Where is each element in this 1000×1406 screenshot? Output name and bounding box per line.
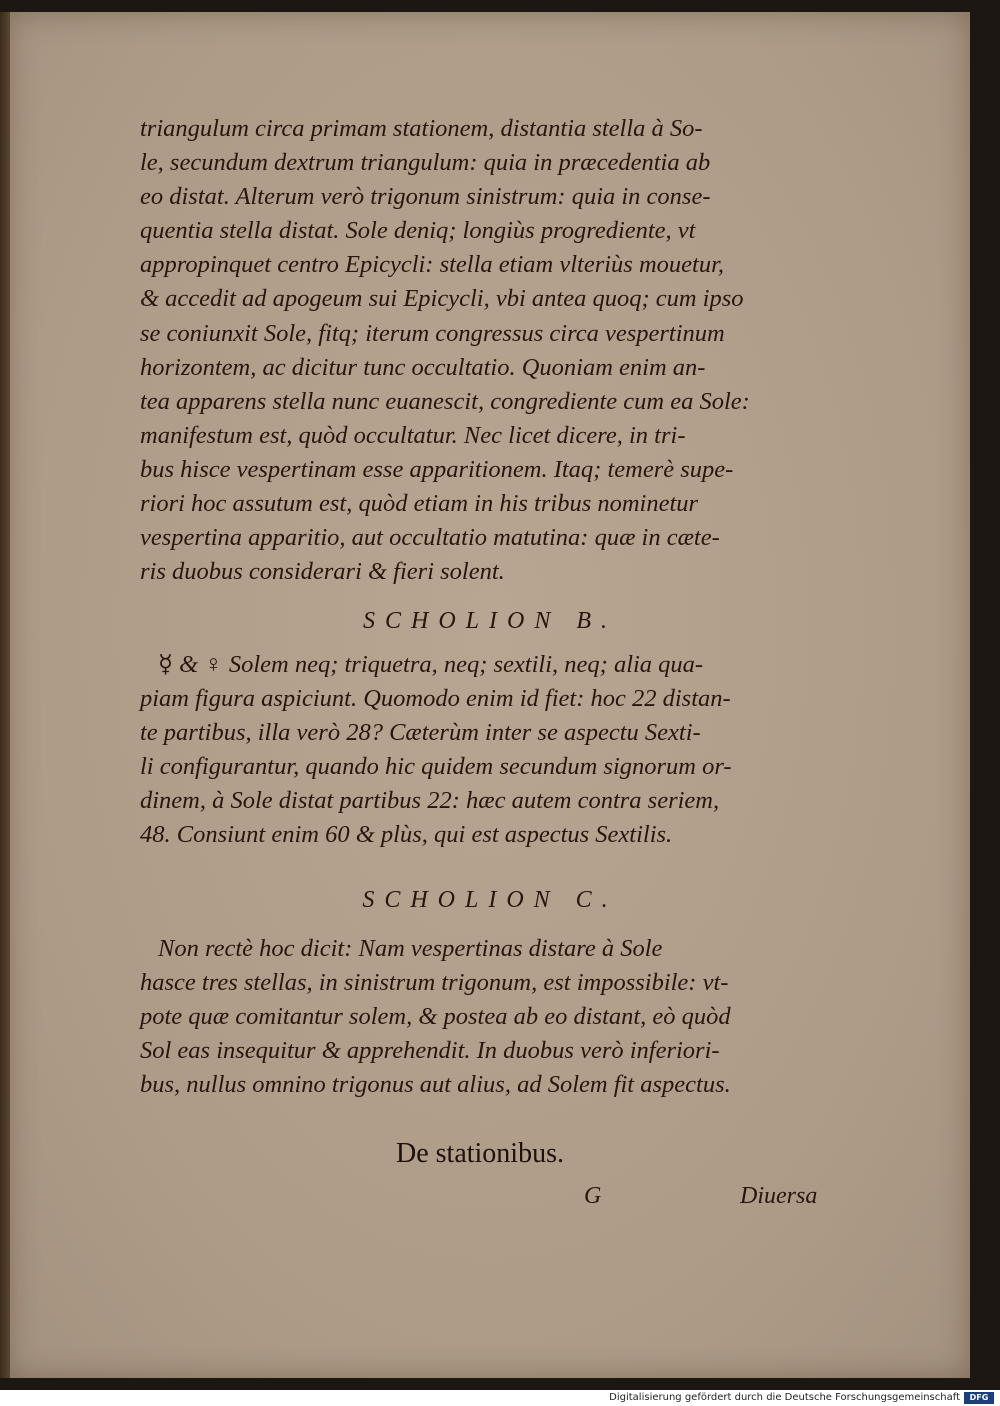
footer-credit: Digitalisierung gefördert durch die Deutsche Forschungsgemeinschaft bbox=[609, 1392, 960, 1403]
text-line: quentia stella distat. Sole deniq; longiùs progrediente, vt bbox=[140, 217, 696, 245]
text-line: appropinquet centro Epicycli: stella etiam vlteriùs mouetur, bbox=[140, 251, 725, 279]
body-text bbox=[140, 112, 840, 589]
text-line: bus hisce vespertinam esse apparitionem. Itaq; temerè supe- bbox=[140, 455, 734, 483]
text-line: Sol eas insequitur & apprehendit. In duobus verò inferiori- bbox=[140, 1037, 720, 1065]
text-line: ☿ & ♀ Solem neq; triquetra, neq; sextili, neq; alia qua- bbox=[158, 651, 704, 678]
text-line: horizontem, ac dicitur tunc occultatio. Quoniam enim an- bbox=[140, 353, 706, 381]
dfg-logo: DFG bbox=[964, 1392, 994, 1404]
text-line: ris duobus considerari & fieri solent. bbox=[140, 558, 505, 586]
text-line: hasce tres stellas, in sinistrum trigonum, est impossibile: vt- bbox=[140, 969, 729, 997]
text-line: Non rectè hoc dicit: Nam vespertinas distare à Sole bbox=[158, 935, 663, 962]
section-catchline: De stationibus. bbox=[396, 1138, 564, 1169]
catchword: Diuersa bbox=[740, 1183, 818, 1209]
text-line: bus, nullus omnino trigonus aut alius, ad Solem fit aspectus. bbox=[140, 1071, 731, 1099]
book-gutter bbox=[0, 12, 10, 1378]
text-line: se coniunxit Sole, fitq; iterum congressus circa vespertinum bbox=[140, 319, 725, 347]
text-line: triangulum circa primam stationem, distantia stella à So- bbox=[140, 115, 703, 142]
text-line: li configurantur, quando hic quidem secundum signorum or- bbox=[140, 753, 732, 781]
text-line: & accedit ad apogeum sui Epicycli, vbi antea quoq; cum ipso bbox=[140, 285, 744, 313]
scholion-b-heading: SCHOLION B. bbox=[362, 608, 617, 634]
text-line: riori hoc assutum est, quòd etiam in his tribus nominetur bbox=[140, 490, 699, 518]
text-line: tea apparens stella nunc euanescit, congrediente cum ea Sole: bbox=[140, 387, 750, 415]
text-line: le, secundum dextrum triangulum: quia in præcedentia ab bbox=[140, 149, 711, 177]
text-line: manifestum est, quòd occultatur. Nec licet dicere, in tri- bbox=[140, 421, 686, 449]
footer-bar bbox=[0, 1390, 1000, 1406]
text-line: te partibus, illa verò 28? Cæterùm inter se aspectu Sexti- bbox=[140, 719, 701, 747]
scholion-c-text bbox=[140, 932, 840, 1102]
text-line: dinem, à Sole distat partibus 22: hæc autem contra seriem, bbox=[140, 787, 720, 815]
scholion-b-text bbox=[140, 648, 840, 853]
text-line: pote quæ comitantur solem, & postea ab eo distant, eò quòd bbox=[140, 1003, 731, 1031]
text-line: eo distat. Alterum verò trigonum sinistrum: quia in conse- bbox=[140, 183, 711, 211]
text-line: 48. Consiunt enim 60 & plùs, qui est aspectus Sextilis. bbox=[140, 821, 673, 849]
signature-mark: G bbox=[584, 1183, 602, 1209]
text-line: piam figura aspiciunt. Quomodo enim id fiet: hoc 22 distan- bbox=[140, 685, 731, 713]
scholion-c-heading: SCHOLION C. bbox=[362, 887, 618, 913]
text-line: vespertina apparitio, aut occultatio matutina: quæ in cæte- bbox=[140, 524, 720, 552]
